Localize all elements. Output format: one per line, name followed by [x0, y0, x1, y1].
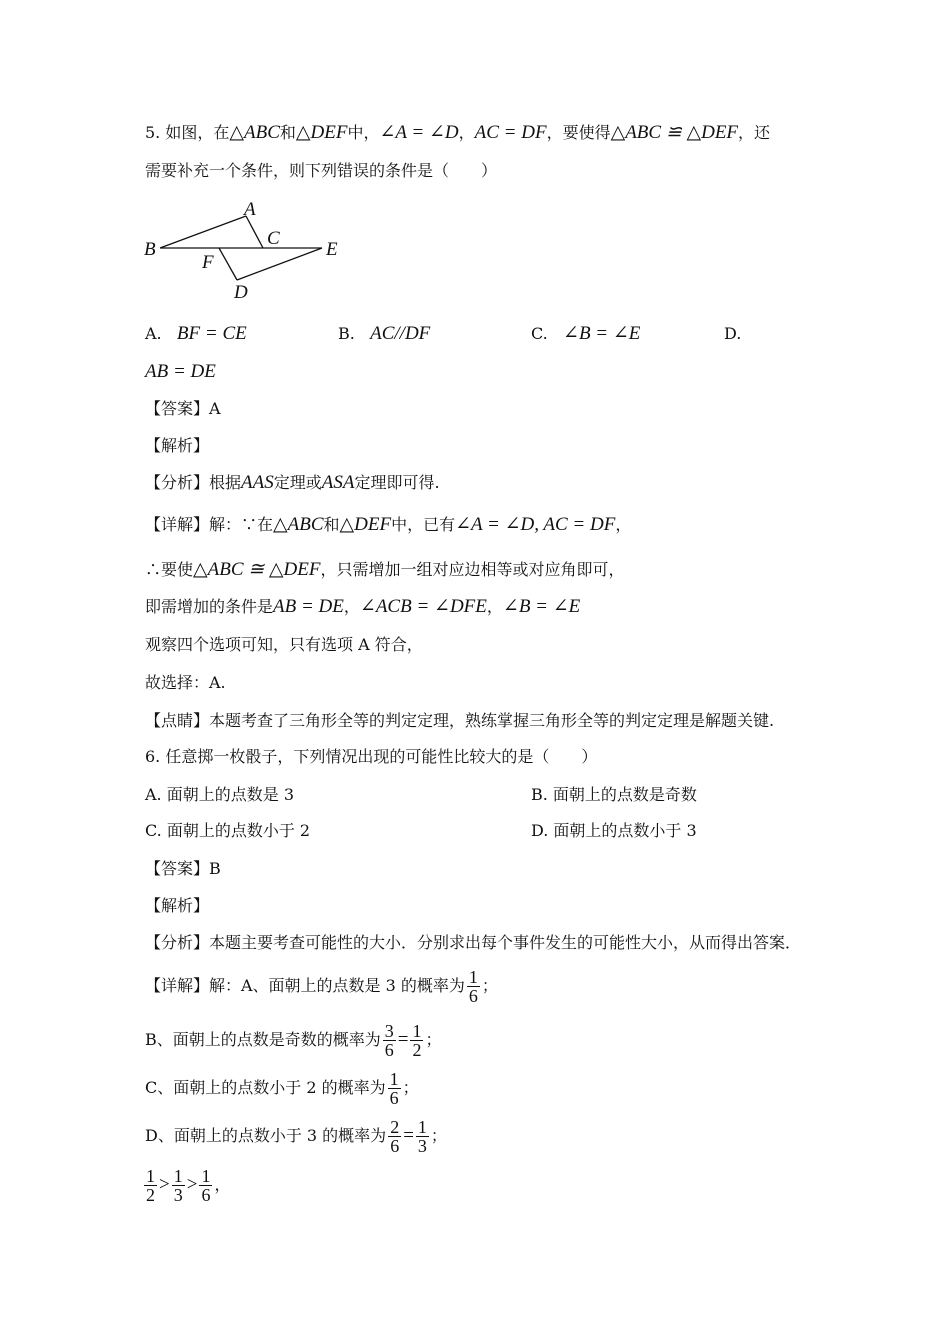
fraction: $\frac{1}{6}$	[201, 1166, 211, 1205]
q5-detail-2: ∴要使△ABC ≅ △DEF，只需增加一组对应边相等或对应角即可，	[145, 559, 625, 580]
q6-answer: 【答案】B	[145, 859, 221, 878]
fraction: $\frac{1}{2}$	[146, 1166, 155, 1205]
q6-option-b: B. 面朝上的点数是奇数	[531, 785, 697, 804]
q6-fenxi: 【分析】本题主要考查可能性的大小．分别求出每个事件发生的可能性大小，从而得出答案．	[145, 933, 802, 952]
segment-ba	[160, 216, 246, 248]
q5-option-d: D.	[724, 324, 742, 343]
q5-detail-5: 故选择：A.	[145, 673, 226, 692]
q6-detail-c: C、面朝上的点数小于 2 的概率为 $\frac{1}{6}$ ；	[145, 1069, 419, 1108]
q5-answer: 【答案】A	[145, 399, 221, 418]
q6-detail-a: 【详解】解：A、面朝上的点数是 3 的概率为 $\frac{1}{6}$ ；	[145, 967, 498, 1006]
label-b: B	[144, 239, 156, 260]
fraction: $\frac{3}{6}$	[384, 1021, 394, 1060]
triangle-figure	[140, 196, 360, 306]
label-f: F	[202, 252, 214, 273]
label-a: A	[244, 199, 256, 220]
label-e: E	[326, 239, 338, 260]
q5-number: 5.	[145, 123, 161, 142]
segment-ac	[246, 216, 263, 248]
q6-stem: 6. 任意掷一枚骰子，下列情况出现的可能性比较大的是（ ）	[145, 747, 598, 766]
q6-detail-b: B、面朝上的点数是奇数的概率为 $\frac{3}{6}$ = $\frac{1}{2}$ ；	[145, 1021, 442, 1060]
fraction: $\frac{1}{6}$	[389, 1069, 399, 1108]
q5-detail-3: 即需增加的条件是AB = DE，∠ACB = ∠DFE，∠B = ∠E	[145, 596, 581, 617]
q5-dianjing: 【点睛】本题考查了三角形全等的判定定理，熟练掌握三角形全等的判定定理是解题关键.	[145, 711, 775, 730]
q5-detail-4: 观察四个选项可知，只有选项 A 符合，	[145, 635, 423, 654]
segment-fd	[219, 248, 237, 280]
fraction: $\frac{2}{6}$	[390, 1117, 400, 1156]
q6-compare: $\frac{1}{2}$ > $\frac{1}{3}$ > $\frac{1}{6}$ ，	[146, 1166, 231, 1205]
fraction: $\frac{1}{2}$	[412, 1021, 422, 1060]
q6-jiexi: 【解析】	[145, 896, 210, 915]
fraction: $\frac{1}{6}$	[468, 967, 478, 1006]
label-d: D	[234, 282, 248, 303]
q5-option-c: C. ∠B = ∠E	[531, 323, 641, 344]
q5-option-b: B. AC//DF	[338, 323, 431, 344]
q6-detail-d: D、面朝上的点数小于 3 的概率为 $\frac{2}{6}$ = $\frac{1}{3}$ ；	[145, 1117, 447, 1156]
label-c: C	[267, 228, 280, 249]
fraction: $\frac{1}{3}$	[417, 1117, 427, 1156]
fraction: $\frac{1}{3}$	[173, 1166, 183, 1205]
q5-option-a: A. BF = CE	[145, 323, 247, 344]
q5-jiexi: 【解析】	[145, 436, 210, 455]
q6-option-a: A. 面朝上的点数是 3	[145, 785, 294, 804]
q5-stem-line1: 5. 如图，在△ABC和△DEF中，∠A = ∠D，AC = DF，要使得△ABC ≌ △DEF，还	[145, 122, 771, 143]
q6-option-d: D. 面朝上的点数小于 3	[531, 821, 697, 840]
q5-fenxi: 【分析】根据AAS定理或ASA定理即可得.	[145, 472, 440, 493]
q5-option-d-math: AB = DE	[145, 361, 216, 382]
segment-de	[237, 248, 322, 280]
q6-option-c: C. 面朝上的点数小于 2	[145, 821, 311, 840]
q5-stem-line2: 需要补充一个条件，则下列错误的条件是（ ）	[145, 161, 498, 180]
q5-detail-1: 【详解】解：∵在△ABC和△DEF中，已有∠A = ∠D, AC = DF，	[145, 514, 632, 535]
